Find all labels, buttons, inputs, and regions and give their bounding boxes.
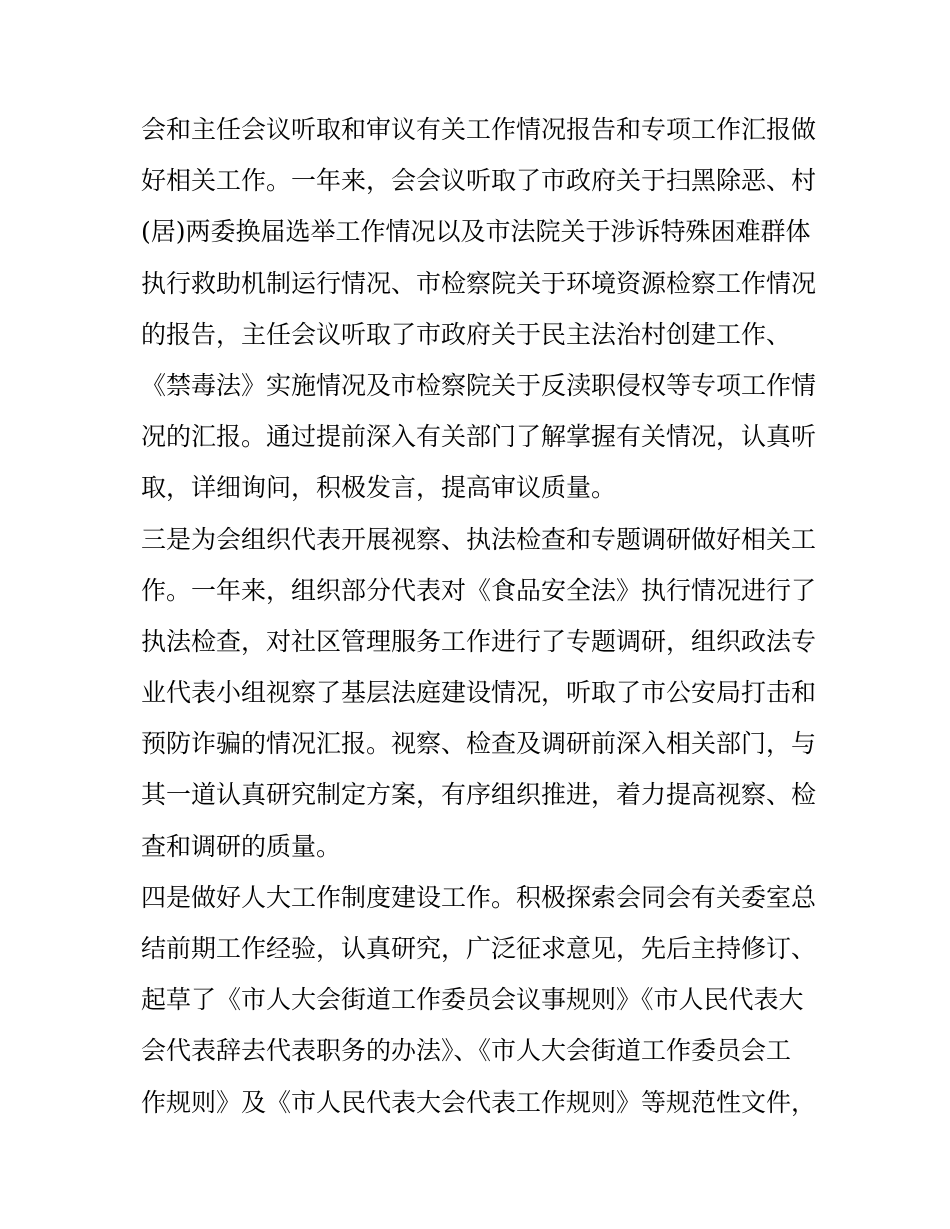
text-line: 会和主任会议听取和审议有关工作情况报告和专项工作汇报做 [141, 115, 817, 144]
text-line: 好相关工作。一年来，会会议听取了市政府关于扫黑除恶、村 [141, 166, 817, 196]
text-line: 预防诈骗的情况汇报。视察、检查及调研前深入相关部门，与 [141, 729, 817, 759]
text-line: 作。一年来，组织部分代表对《食品安全法》执行情况进行了 [141, 575, 817, 605]
text-line: 况的汇报。通过提前深入有关部门了解掌握有关情况，认真听 [141, 422, 817, 452]
text-line: 结前期工作经验，认真研究，广泛征求意见，先后主持修订、 [141, 934, 817, 963]
text-line: 业代表小组视察了基层法庭建设情况，听取了市公安局打击和 [141, 678, 817, 708]
text-line: 执行救助机制运行情况、市检察院关于环境资源检察工作情况 [141, 268, 817, 298]
text-line: 作规则》及《市人民代表大会代表工作规则》等规范性文件， [141, 1087, 817, 1117]
text-line: (居)两委换届选举工作情况以及市法院关于涉诉特殊困难群体 [141, 217, 811, 247]
text-line: 取，详细询问，积极发言，提高审议质量。 [141, 473, 617, 503]
text-line: 起草了《市人大会街道工作委员会议事规则》《市人民代表大 [141, 985, 804, 1015]
text-line: 执法检查，对社区管理服务工作进行了专题调研，组织政法专 [141, 626, 817, 656]
text-line: 《禁毒法》实施情况及市检察院关于反渎职侵权等专项工作情 [141, 370, 817, 400]
text-line: 的报告，主任会议听取了市政府关于民主法治村创建工作、 [141, 319, 792, 349]
text-line: 会代表辞去代表职务的办法》、《市人大会街道工作委员会工 [141, 1036, 792, 1066]
body-text [141, 104, 821, 1128]
text-line: 查和调研的质量。 [141, 831, 342, 861]
text-line: 三是为会组织代表开展视察、执法检查和专题调研做好相关工 [141, 524, 817, 554]
text-line: 四是做好人大工作制度建设工作。积极探索会同会有关委室总 [141, 882, 817, 912]
text-line: 其一道认真研究制定方案，有序组织推进，着力提高视察、检 [141, 780, 817, 810]
